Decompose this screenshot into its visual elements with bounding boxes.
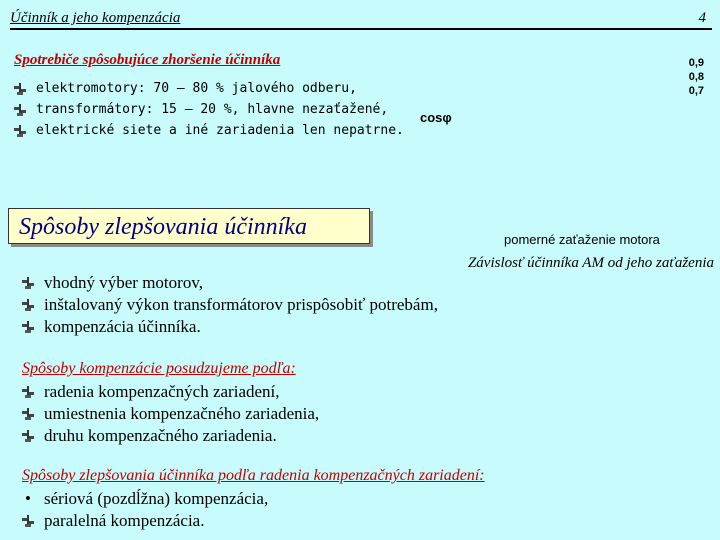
list-item [22, 488, 268, 510]
list-item-text: vhodný výber motorov, [44, 273, 203, 292]
list-item-text: elektrické siete a iné zariadenia len nepatrne. [36, 123, 404, 138]
chart-x-axis-label: pomerné zaťaženie motora [504, 232, 660, 247]
criteria-list [22, 381, 319, 447]
list-item [22, 294, 438, 316]
chart-y-ticks [689, 56, 704, 98]
list-item [22, 403, 319, 425]
bullet-icon [14, 104, 26, 116]
callout-box [8, 208, 370, 244]
list-item-text: kompenzácia účinníka. [44, 317, 201, 336]
section-title-compensation-criteria: Spôsoby kompenzácie posudzujeme podľa: [22, 360, 296, 377]
list-item-text: transformátory: 15 – 20 %, hlavne nezaťažené, [36, 102, 389, 117]
chart-caption: Závislosť účinníka AM od jeho zaťaženia [467, 255, 714, 271]
list-item [22, 425, 319, 447]
list-item-text: druhu kompenzačného zariadenia. [44, 426, 277, 445]
improvement-list [22, 272, 438, 338]
y-tick-label: 0,7 [688, 85, 704, 97]
connection-list [22, 488, 268, 532]
bullet-icon [22, 386, 34, 398]
bullet-icon [14, 83, 26, 95]
list-item [22, 272, 438, 294]
chart-y-axis-label: cosφ [420, 110, 452, 125]
section-title-connection-methods: Spôsoby zlepšovania účinníka podľa radenia kompenzačných zariadení: [22, 467, 485, 484]
bullet-icon [14, 125, 26, 137]
list-item-text: inštalovaný výkon transformátorov prispôsobiť potrebám, [44, 295, 438, 314]
list-item-text: elektromotory: 70 – 80 % jalového odberu, [36, 81, 357, 96]
list-item [14, 120, 404, 141]
bullet-icon [22, 430, 34, 442]
bullet-icon [22, 299, 34, 311]
causes-list [14, 78, 404, 141]
list-item [14, 99, 404, 120]
y-tick-label: 0,9 [688, 57, 704, 69]
list-item-text: sériová (pozdĺžna) kompenzácia, [44, 489, 269, 508]
list-item-text: radenia kompenzačných zariadení, [44, 382, 280, 401]
page-number: 4 [698, 10, 706, 26]
list-item-text: paralelná kompenzácia. [44, 511, 205, 530]
bullet-dot: • [25, 489, 31, 508]
callout-text: Spôsoby zlepšovania účinníka [19, 214, 307, 240]
bullet-icon [22, 277, 34, 289]
list-item [22, 510, 268, 532]
header-rule [10, 28, 712, 30]
list-item [22, 316, 438, 338]
list-item [14, 78, 404, 99]
list-item [22, 381, 319, 403]
bullet-icon [22, 321, 34, 333]
list-item-text: umiestnenia kompenzačného zariadenia, [44, 404, 320, 423]
bullet-icon [22, 515, 34, 527]
slide-header-title: Účinník a jeho kompenzácia [10, 10, 181, 26]
bullet-icon [22, 408, 34, 420]
section-title-causes: Spotrebiče spôsobujúce zhoršenie účinníka [14, 52, 281, 68]
y-tick-label: 0,8 [688, 71, 704, 83]
